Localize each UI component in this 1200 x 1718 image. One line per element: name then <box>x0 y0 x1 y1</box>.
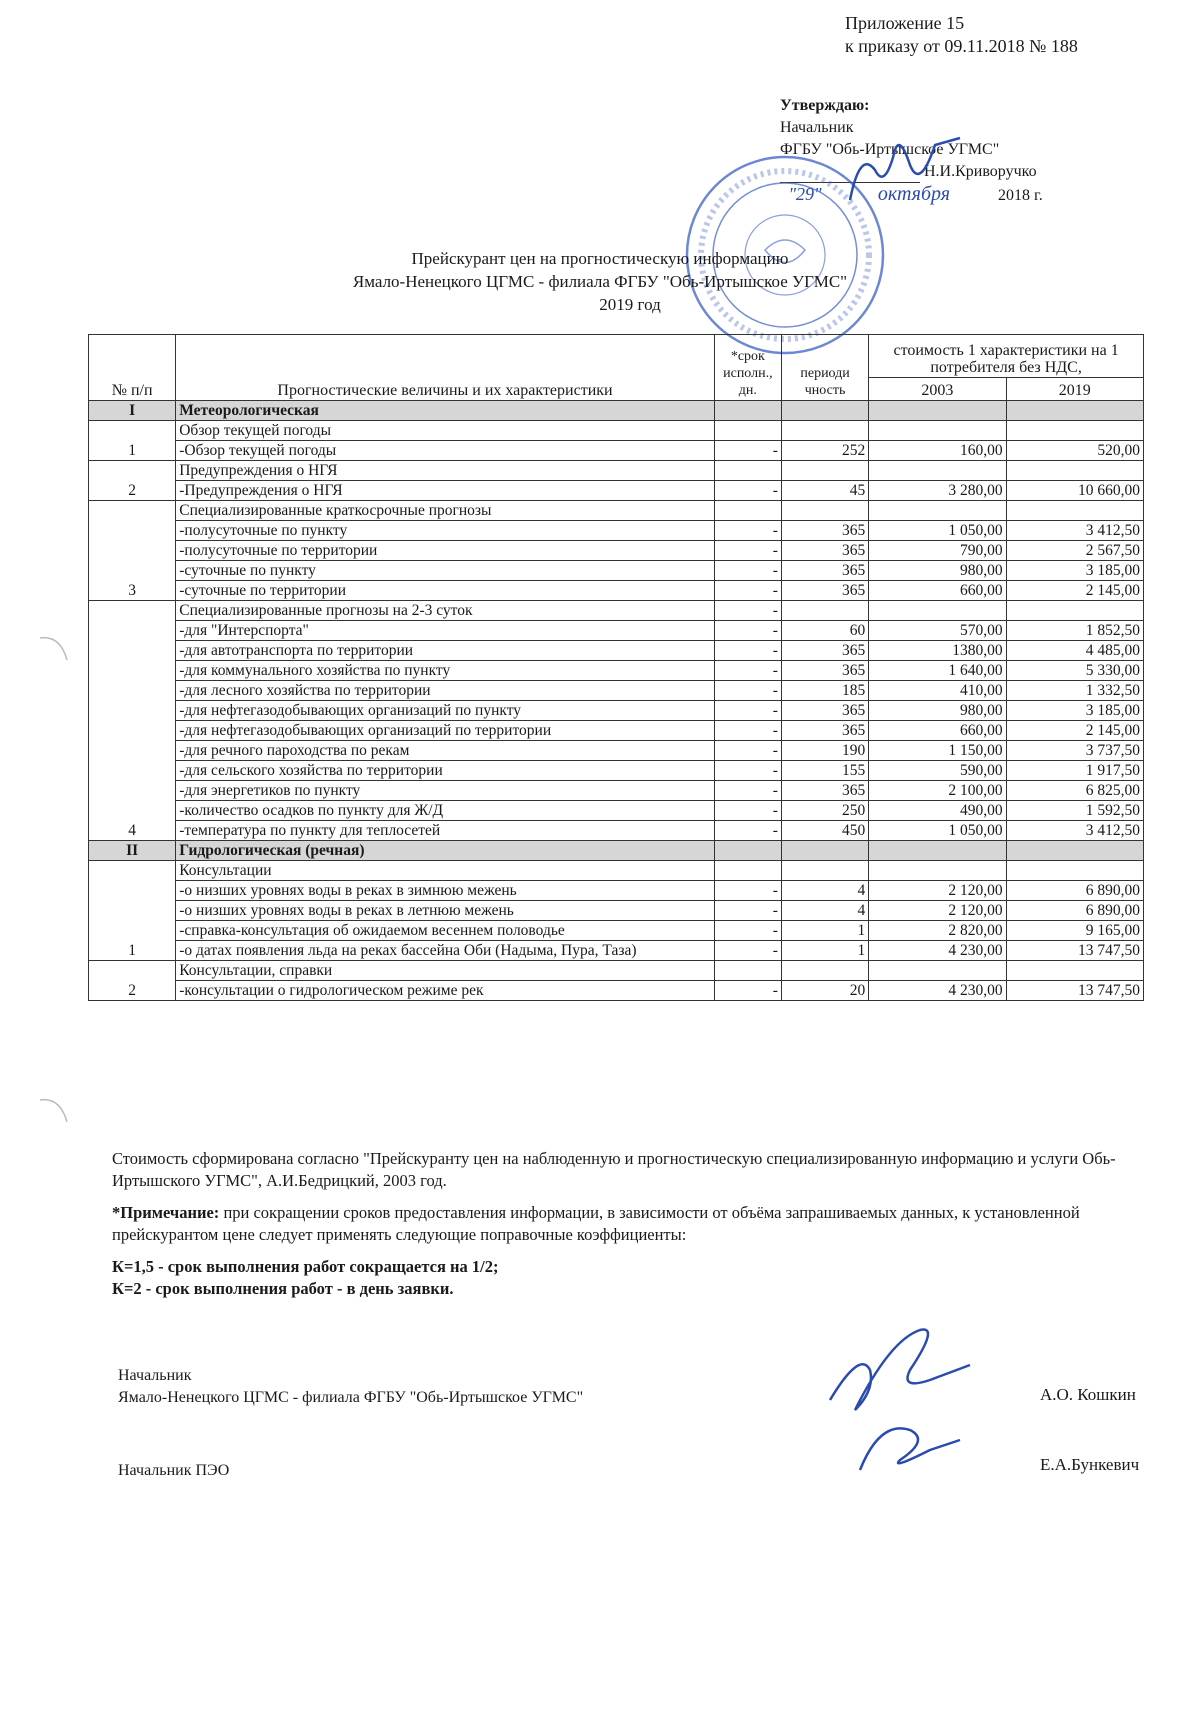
empty-cell <box>1006 401 1143 421</box>
item-name: -о датах появления льда на реках бассейна Оби (Надыма, Пура, Таза) <box>176 941 715 961</box>
item-period: 1 <box>781 921 868 941</box>
item-term: - <box>714 661 781 681</box>
item-term: - <box>714 561 781 581</box>
col-cost-header: стоимость 1 характеристики на 1 потребителя без НДС, <box>869 335 1144 378</box>
item-term: - <box>714 921 781 941</box>
table-row <box>89 661 1144 681</box>
item-period: 365 <box>781 701 868 721</box>
table-row <box>89 521 1144 541</box>
item-term: - <box>714 761 781 781</box>
table-row <box>89 721 1144 741</box>
table-row <box>89 481 1144 501</box>
item-price-2019: 6 825,00 <box>1006 781 1143 801</box>
empty-cell <box>869 461 1006 481</box>
empty-cell <box>869 961 1006 981</box>
item-term: - <box>714 541 781 561</box>
empty-cell <box>869 861 1006 881</box>
empty-cell <box>781 961 868 981</box>
empty-cell <box>869 401 1006 421</box>
group-term <box>714 961 781 981</box>
item-price-2003: 4 230,00 <box>869 981 1006 1001</box>
item-price-2019: 4 485,00 <box>1006 641 1143 661</box>
approver-position: Начальник <box>780 119 854 136</box>
title-line-1: Прейскурант цен на прогностическую информацию <box>411 249 789 268</box>
item-price-2003: 410,00 <box>869 681 1006 701</box>
appendix-note <box>845 12 1078 58</box>
table-row <box>89 881 1144 901</box>
date-day: "29" <box>788 184 822 204</box>
table-row <box>89 581 1144 601</box>
table-row <box>89 941 1144 961</box>
approver-org: ФГБУ "Обь-Иртышское УГМС" <box>780 141 1000 158</box>
group-title: Обзор текущей погоды <box>176 421 715 441</box>
item-price-2019: 3 412,50 <box>1006 821 1143 841</box>
col-num-header: № п/п <box>89 335 176 401</box>
item-name: -Обзор текущей погоды <box>176 441 715 461</box>
empty-cell <box>869 841 1006 861</box>
group-row <box>89 961 1144 981</box>
item-price-2003: 3 280,00 <box>869 481 1006 501</box>
item-name: -количество осадков по пункту для Ж/Д <box>176 801 715 821</box>
item-price-2003: 980,00 <box>869 701 1006 721</box>
section-num: I <box>89 401 176 421</box>
item-period: 155 <box>781 761 868 781</box>
group-num: 2 <box>89 961 176 1001</box>
title-line-2: Ямало-Ненецкого ЦГМС - филиала ФГБУ "Обь-Иртышское УГМС" <box>352 272 848 291</box>
table-row <box>89 441 1144 461</box>
item-name: -для речного пароходства по рекам <box>176 741 715 761</box>
empty-cell <box>781 841 868 861</box>
item-term: - <box>714 941 781 961</box>
item-period: 60 <box>781 621 868 641</box>
group-row <box>89 861 1144 881</box>
item-term: - <box>714 981 781 1001</box>
item-price-2019: 13 747,50 <box>1006 941 1143 961</box>
item-price-2003: 980,00 <box>869 561 1006 581</box>
item-term: - <box>714 581 781 601</box>
item-price-2003: 1 050,00 <box>869 821 1006 841</box>
table-row <box>89 741 1144 761</box>
table-row <box>89 901 1144 921</box>
item-term: - <box>714 881 781 901</box>
coefficient-2: К=2 - срок выполнения работ - в день заявки. <box>112 1279 454 1298</box>
date-year: 2018 г. <box>998 187 1043 204</box>
group-title: Предупреждения о НГЯ <box>176 461 715 481</box>
item-price-2019: 6 890,00 <box>1006 901 1143 921</box>
empty-cell <box>781 501 868 521</box>
empty-cell <box>714 401 781 421</box>
item-period: 365 <box>781 781 868 801</box>
approve-label: Утверждаю: <box>780 97 870 114</box>
item-name: -для лесного хозяйства по территории <box>176 681 715 701</box>
group-term: - <box>714 601 781 621</box>
item-name: -для "Интерспорта" <box>176 621 715 641</box>
group-term <box>714 861 781 881</box>
item-price-2003: 2 120,00 <box>869 881 1006 901</box>
footer-notes <box>112 1148 1172 1300</box>
col-2019-header: 2019 <box>1006 378 1143 401</box>
item-period: 365 <box>781 661 868 681</box>
group-title: Специализированные краткосрочные прогнозы <box>176 501 715 521</box>
item-price-2003: 2 120,00 <box>869 901 1006 921</box>
item-period: 365 <box>781 581 868 601</box>
signer-1-role <box>118 1365 583 1409</box>
table-row <box>89 561 1144 581</box>
item-price-2003: 660,00 <box>869 721 1006 741</box>
item-period: 1 <box>781 941 868 961</box>
item-period: 4 <box>781 901 868 921</box>
group-num: 3 <box>89 501 176 601</box>
item-period: 365 <box>781 721 868 741</box>
signer-2-role: Начальник ПЭО <box>118 1462 230 1479</box>
item-price-2003: 570,00 <box>869 621 1006 641</box>
bottom-signature-icon <box>800 1310 1000 1490</box>
item-term: - <box>714 441 781 461</box>
item-period: 20 <box>781 981 868 1001</box>
item-price-2019: 520,00 <box>1006 441 1143 461</box>
group-num: 1 <box>89 421 176 461</box>
empty-cell <box>869 421 1006 441</box>
group-term <box>714 421 781 441</box>
group-row <box>89 461 1144 481</box>
col-period-header: периоди чность <box>781 335 868 401</box>
item-term: - <box>714 521 781 541</box>
item-price-2019: 13 747,50 <box>1006 981 1143 1001</box>
item-price-2019: 1 852,50 <box>1006 621 1143 641</box>
signer-1-name: А.О. Кошкин <box>1040 1385 1136 1404</box>
item-name: -о низших уровнях воды в реках в зимнюю межень <box>176 881 715 901</box>
item-term: - <box>714 701 781 721</box>
item-price-2003: 590,00 <box>869 761 1006 781</box>
table-row <box>89 641 1144 661</box>
section-title: Гидрологическая (речная) <box>176 841 715 861</box>
title-year: 2019 год <box>599 295 661 314</box>
approver-name: Н.И.Криворучко <box>924 163 1037 180</box>
item-name: -для энергетиков по пункту <box>176 781 715 801</box>
table-row <box>89 781 1144 801</box>
empty-cell <box>781 461 868 481</box>
item-price-2003: 1 150,00 <box>869 741 1006 761</box>
punch-hole-top-icon <box>35 630 75 670</box>
item-term: - <box>714 641 781 661</box>
item-period: 250 <box>781 801 868 821</box>
table-row <box>89 981 1144 1001</box>
empty-cell <box>1006 461 1143 481</box>
section-title: Метеорологическая <box>176 401 715 421</box>
item-name: -суточные по территории <box>176 581 715 601</box>
item-term: - <box>714 481 781 501</box>
item-name: -консультации о гидрологическом режиме рек <box>176 981 715 1001</box>
empty-cell <box>1006 961 1143 981</box>
item-price-2003: 4 230,00 <box>869 941 1006 961</box>
empty-cell <box>1006 421 1143 441</box>
basis-note: Стоимость сформирована согласно "Прейскуранту цен на наблюденную и прогностическую специализированную информацию и услуги Обь-Иртышского УГМС", А.И.Бедрицкий, 2003 год. <box>112 1149 1116 1190</box>
item-period: 365 <box>781 641 868 661</box>
item-price-2019: 10 660,00 <box>1006 481 1143 501</box>
section-num: II <box>89 841 176 861</box>
item-price-2019: 1 332,50 <box>1006 681 1143 701</box>
price-table <box>88 334 1144 1001</box>
group-num: 4 <box>89 601 176 841</box>
item-price-2003: 160,00 <box>869 441 1006 461</box>
item-period: 185 <box>781 681 868 701</box>
item-price-2003: 790,00 <box>869 541 1006 561</box>
empty-cell <box>869 501 1006 521</box>
item-price-2019: 2 567,50 <box>1006 541 1143 561</box>
item-name: -температура по пункту для теплосетей <box>176 821 715 841</box>
empty-cell <box>1006 841 1143 861</box>
item-price-2019: 1 917,50 <box>1006 761 1143 781</box>
col-term-header: *срок исполн., дн. <box>714 335 781 401</box>
group-row <box>89 601 1144 621</box>
table-row <box>89 761 1144 781</box>
table-row <box>89 541 1144 561</box>
signer-1-org: Ямало-Ненецкого ЦГМС - филиала ФГБУ "Обь-Иртышское УГМС" <box>118 1389 584 1406</box>
punch-hole-bottom-icon <box>35 1092 75 1132</box>
item-period: 4 <box>781 881 868 901</box>
item-price-2019: 3 185,00 <box>1006 561 1143 581</box>
group-num: 1 <box>89 861 176 961</box>
item-period: 365 <box>781 521 868 541</box>
item-name: -для коммунального хозяйства по пункту <box>176 661 715 681</box>
item-price-2003: 660,00 <box>869 581 1006 601</box>
coefficient-1: К=1,5 - срок выполнения работ сокращается на 1/2; <box>112 1257 499 1276</box>
item-name: -полусуточные по пункту <box>176 521 715 541</box>
item-term: - <box>714 781 781 801</box>
appendix-title: Приложение 15 <box>845 13 965 33</box>
item-price-2019: 3 185,00 <box>1006 701 1143 721</box>
item-term: - <box>714 621 781 641</box>
group-title: Консультации <box>176 861 715 881</box>
item-name: -для автотранспорта по территории <box>176 641 715 661</box>
table-row <box>89 921 1144 941</box>
empty-cell <box>1006 601 1143 621</box>
document-title <box>200 247 1000 316</box>
item-name: -суточные по пункту <box>176 561 715 581</box>
item-name: -справка-консультация об ожидаемом весеннем половодье <box>176 921 715 941</box>
appendix-order: к приказу от 09.11.2018 № 188 <box>845 36 1078 56</box>
item-price-2019: 3 412,50 <box>1006 521 1143 541</box>
empty-cell <box>781 401 868 421</box>
item-term: - <box>714 741 781 761</box>
date-month: октября <box>877 183 951 205</box>
group-title: Консультации, справки <box>176 961 715 981</box>
coefficient-note <box>112 1202 1172 1246</box>
group-num: 2 <box>89 461 176 501</box>
table-body <box>89 401 1144 1001</box>
empty-cell <box>1006 861 1143 881</box>
item-period: 45 <box>781 481 868 501</box>
empty-cell <box>1006 501 1143 521</box>
item-price-2003: 1 050,00 <box>869 521 1006 541</box>
item-term: - <box>714 801 781 821</box>
table-row <box>89 821 1144 841</box>
item-term: - <box>714 681 781 701</box>
item-name: -о низших уровнях воды в реках в летнюю межень <box>176 901 715 921</box>
item-price-2019: 2 145,00 <box>1006 581 1143 601</box>
note-text: при сокращении сроков предоставления информации, в зависимости от объёма запрашиваемых данных, к установленной прейскурантом цене следует применять следующие поправочные коэффициенты: <box>112 1203 1080 1244</box>
item-price-2003: 490,00 <box>869 801 1006 821</box>
item-price-2019: 1 592,50 <box>1006 801 1143 821</box>
item-term: - <box>714 721 781 741</box>
item-price-2003: 2 820,00 <box>869 921 1006 941</box>
item-period: 365 <box>781 561 868 581</box>
table-row <box>89 681 1144 701</box>
item-price-2019: 9 165,00 <box>1006 921 1143 941</box>
item-period: 190 <box>781 741 868 761</box>
col-name-header: Прогностические величины и их характеристики <box>176 335 715 401</box>
table-header-row <box>89 335 1144 378</box>
col-2003-header: 2003 <box>869 378 1006 401</box>
item-name: -для сельского хозяйства по территории <box>176 761 715 781</box>
signer-2-name: Е.А.Бункевич <box>1040 1455 1140 1474</box>
group-row <box>89 421 1144 441</box>
item-name: -для нефтегазодобывающих организаций по территории <box>176 721 715 741</box>
approver-signature-icon <box>840 130 970 210</box>
empty-cell <box>869 601 1006 621</box>
item-term: - <box>714 821 781 841</box>
group-term <box>714 501 781 521</box>
empty-cell <box>781 421 868 441</box>
section-row <box>89 841 1144 861</box>
item-period: 450 <box>781 821 868 841</box>
item-period: 252 <box>781 441 868 461</box>
group-term <box>714 461 781 481</box>
note-label: *Примечание: <box>112 1203 220 1222</box>
table-row <box>89 621 1144 641</box>
group-title: Специализированные прогнозы на 2-3 суток <box>176 601 715 621</box>
item-name: -полусуточные по территории <box>176 541 715 561</box>
group-row <box>89 501 1144 521</box>
item-term: - <box>714 901 781 921</box>
item-price-2019: 6 890,00 <box>1006 881 1143 901</box>
signer-1-position: Начальник <box>118 1367 192 1384</box>
item-price-2019: 3 737,50 <box>1006 741 1143 761</box>
item-period: 365 <box>781 541 868 561</box>
item-price-2003: 1380,00 <box>869 641 1006 661</box>
item-price-2019: 2 145,00 <box>1006 721 1143 741</box>
empty-cell <box>781 601 868 621</box>
item-name: -для нефтегазодобывающих организаций по пункту <box>176 701 715 721</box>
table-row <box>89 701 1144 721</box>
item-price-2019: 5 330,00 <box>1006 661 1143 681</box>
section-row <box>89 401 1144 421</box>
item-price-2003: 1 640,00 <box>869 661 1006 681</box>
item-name: -Предупреждения о НГЯ <box>176 481 715 501</box>
table-row <box>89 801 1144 821</box>
empty-cell <box>781 861 868 881</box>
item-price-2003: 2 100,00 <box>869 781 1006 801</box>
empty-cell <box>714 841 781 861</box>
